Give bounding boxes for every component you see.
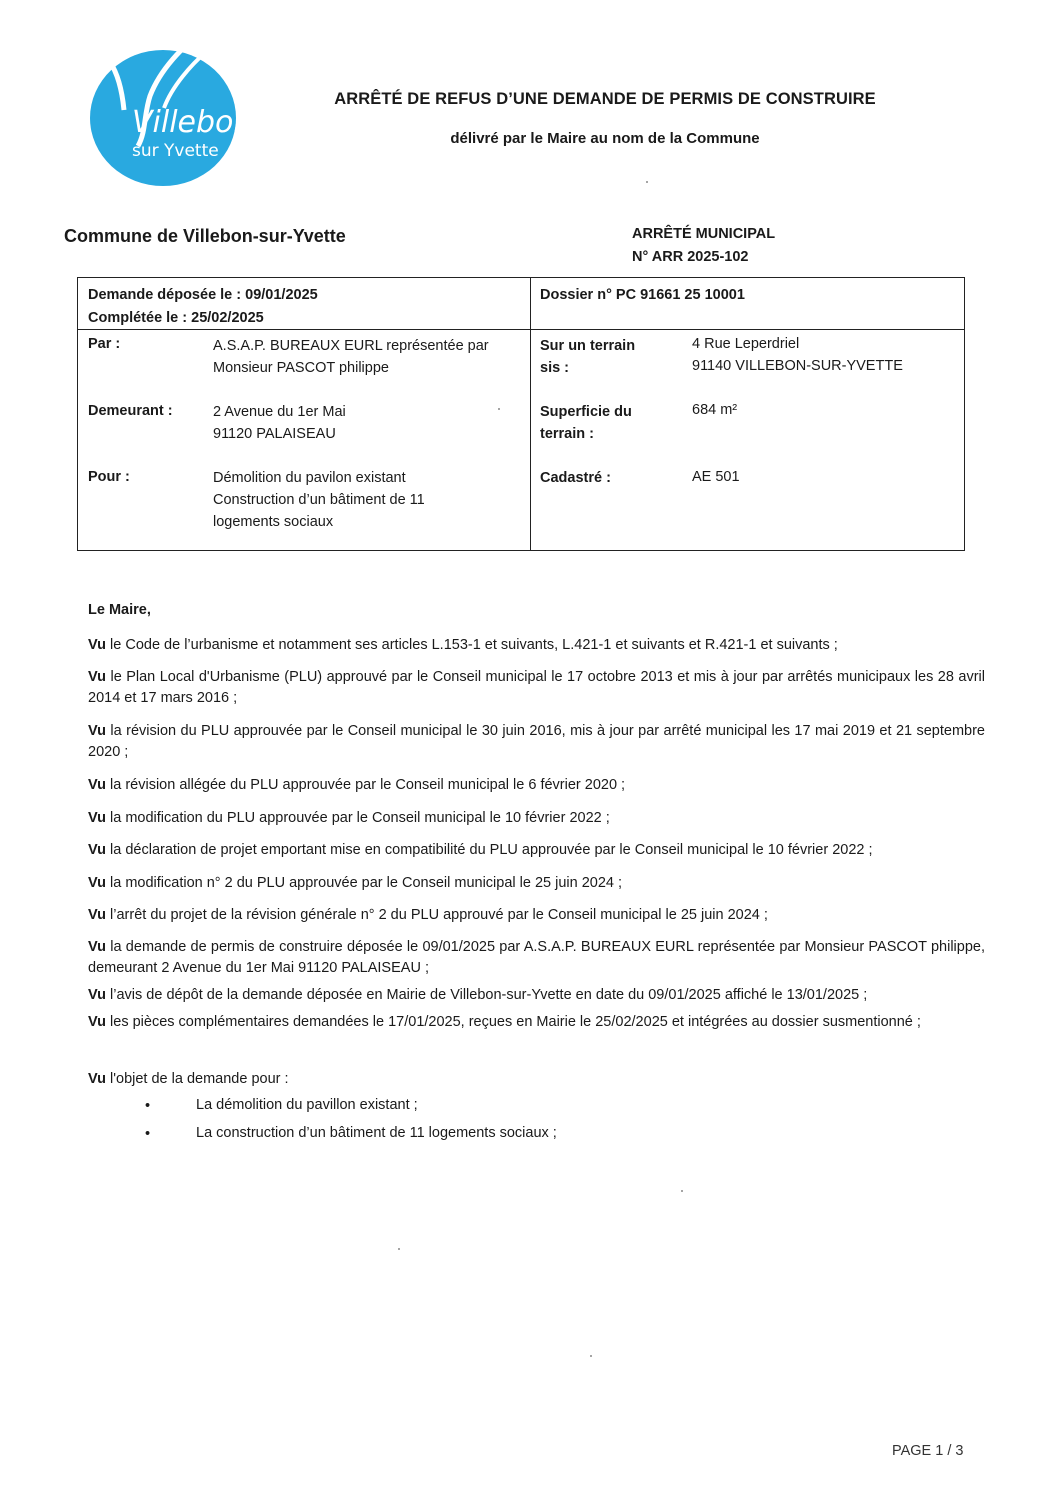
vu-text: la demande de permis de construire déposée le 09/01/2025 par A.S.A.P. BUREAUX EURL représentée par Monsieur PASCOT philippe, demeurant 2 Avenue du 1er Mai 91120 PALAISEAU ;	[88, 939, 985, 976]
vu-paragraph-6	[88, 840, 985, 861]
objet-item-1: La démolition du pavillon existant ;	[196, 1097, 418, 1113]
vu-keyword: Vu	[88, 939, 106, 955]
vu-paragraph-5	[88, 808, 985, 829]
vu-text: la déclaration de projet emportant mise en compatibilité du PLU approuvée par le Conseil municipal le 10 février 2022 ;	[106, 842, 873, 858]
objet-item-2: La construction d’un bâtiment de 11 logements sociaux ;	[196, 1125, 557, 1141]
dossier-number: Dossier n° PC 91661 25 10001	[540, 287, 745, 303]
document-subtitle: délivré par le Maire au nom de la Commune	[450, 130, 760, 147]
scan-speck	[681, 1190, 683, 1192]
scan-speck	[646, 181, 648, 183]
vu-text: le Plan Local d'Urbanisme (PLU) approuvé par le Conseil municipal le 17 octobre 2013 et mis à jour par arrêtés municipaux les 28 avril 2014 et 17 mars 2016 ;	[88, 669, 985, 706]
vu-text: les pièces complémentaires demandées le 17/01/2025, reçues en Mairie le 25/02/2025 et intégrées au dossier susmentionné ;	[106, 1014, 921, 1030]
vu-paragraph-7	[88, 873, 985, 894]
terrain-value-line2: 91140 VILLEBON-SUR-YVETTE	[692, 358, 903, 374]
vu-text: l’avis de dépôt de la demande déposée en Mairie de Villebon-sur-Yvette en date du 09/01/2025 affiché le 13/01/2025 ;	[106, 987, 868, 1003]
vu-keyword: Vu	[88, 1071, 106, 1087]
vu-paragraph-9	[88, 937, 985, 979]
vu-keyword: Vu	[88, 987, 106, 1003]
vu-keyword: Vu	[88, 1014, 106, 1030]
demeurant-value-line2: 91120 PALAISEAU	[213, 426, 336, 442]
superficie-label-line2: terrain :	[540, 426, 594, 442]
vu-text: la révision allégée du PLU approuvée par le Conseil municipal le 6 février 2020 ;	[106, 777, 626, 793]
table-divider-vertical	[530, 277, 531, 551]
scan-speck	[398, 1248, 400, 1250]
vu-paragraph-12	[88, 1069, 985, 1090]
demande-date: Demande déposée le : 09/01/2025	[88, 287, 318, 303]
page-number: PAGE 1 / 3	[892, 1443, 964, 1459]
vu-paragraph-4	[88, 775, 985, 796]
vu-keyword: Vu	[88, 777, 106, 793]
completee-date: Complétée le : 25/02/2025	[88, 310, 264, 326]
pour-value-line2: Construction d’un bâtiment de 11	[213, 492, 425, 508]
par-value-line1: A.S.A.P. BUREAUX EURL représentée par	[213, 338, 489, 354]
cadastre-value: AE 501	[692, 469, 740, 485]
terrain-label-line2: sis :	[540, 360, 570, 376]
cadastre-label: Cadastré :	[540, 470, 611, 486]
superficie-value: 684 m²	[692, 402, 738, 418]
vu-keyword: Vu	[88, 723, 106, 739]
vu-keyword: Vu	[88, 907, 106, 923]
vu-keyword: Vu	[88, 669, 106, 685]
vu-text: l'objet de la demande pour :	[106, 1071, 289, 1087]
vu-paragraph-10	[88, 985, 985, 1006]
vu-paragraph-1	[88, 635, 985, 656]
logo-text-sur-yvette: sur Yvette	[132, 141, 219, 161]
vu-keyword: Vu	[88, 875, 106, 891]
demeurant-label: Demeurant :	[88, 403, 173, 419]
pour-value-line3: logements sociaux	[213, 514, 334, 530]
villebon-logo	[88, 24, 253, 186]
vu-keyword: Vu	[88, 842, 106, 858]
arrete-type: ARRÊTÉ MUNICIPAL	[632, 226, 776, 242]
vu-text: la modification n° 2 du PLU approuvée par le Conseil municipal le 25 juin 2024 ;	[106, 875, 623, 891]
vu-paragraph-8	[88, 905, 985, 926]
pour-label: Pour :	[88, 469, 130, 485]
commune-name: Commune de Villebon-sur-Yvette	[64, 226, 346, 246]
vu-paragraph-11	[88, 1012, 985, 1033]
superficie-label-line1: Superficie du	[540, 404, 632, 420]
terrain-label-line1: Sur un terrain	[540, 338, 636, 354]
vu-keyword: Vu	[88, 810, 106, 826]
bullet-dot-icon: •	[145, 1098, 151, 1114]
vu-paragraph-2	[88, 667, 985, 709]
par-value-line2: Monsieur PASCOT philippe	[213, 360, 389, 376]
bullet-dot-icon: •	[145, 1126, 151, 1142]
document-title: ARRÊTÉ DE REFUS D’UNE DEMANDE DE PERMIS DE CONSTRUIRE	[334, 90, 876, 108]
le-maire: Le Maire,	[88, 602, 151, 618]
vu-text: le Code de l’urbanisme et notamment ses articles L.153-1 et suivants, L.421-1 et suivants et R.421-1 et suivants ;	[106, 637, 838, 653]
vu-text: l’arrêt du projet de la révision générale n° 2 du PLU approuvé par le Conseil municipal le 25 juin 2024 ;	[106, 907, 768, 923]
vu-text: la modification du PLU approuvée par le Conseil municipal le 10 février 2022 ;	[106, 810, 610, 826]
demeurant-value-line1: 2 Avenue du 1er Mai	[213, 404, 346, 420]
arrete-number: N° ARR 2025-102	[632, 249, 749, 265]
par-label: Par :	[88, 336, 121, 352]
vu-keyword: Vu	[88, 637, 106, 653]
terrain-value-line1: 4 Rue Leperdriel	[692, 336, 800, 352]
scan-speck	[590, 1355, 592, 1357]
scan-speck	[498, 408, 500, 410]
pour-value-line1: Démolition du pavilon existant	[213, 470, 406, 486]
vu-text: la révision du PLU approuvée par le Conseil municipal le 30 juin 2016, mis à jour par arrêté municipal les 17 mai 2019 et 21 septembre 2020 ;	[88, 723, 985, 760]
logo-text-villebon: Villebon	[132, 105, 253, 140]
vu-paragraph-3	[88, 721, 985, 763]
logo-emblem	[88, 24, 253, 186]
